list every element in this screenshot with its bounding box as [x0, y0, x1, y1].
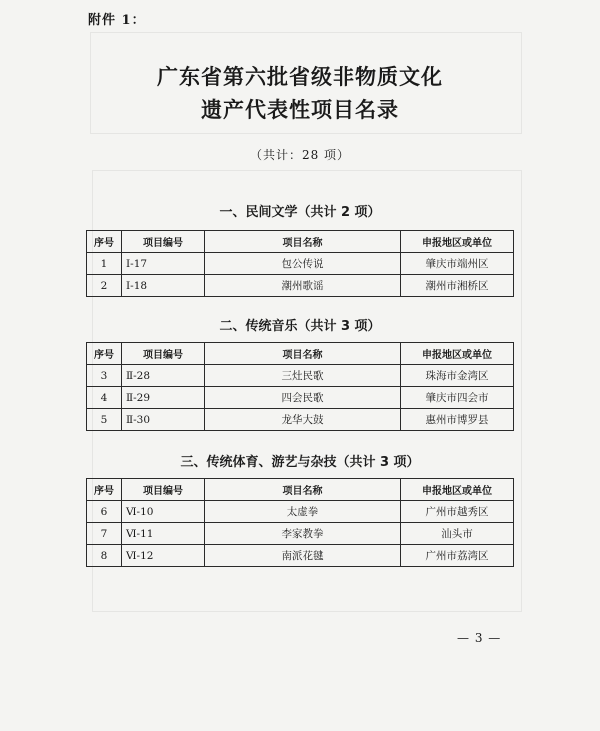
cell-region: 潮州市湘桥区 — [401, 275, 514, 297]
attachment-label: 附件 1： — [88, 13, 146, 28]
table-row — [87, 409, 514, 431]
cell-name: 三灶民歌 — [205, 365, 401, 387]
column-header-name: 项目名称 — [205, 479, 401, 501]
page-title-line-2: 遗产代表性项目名录 — [201, 97, 399, 122]
cell-name: 李家教拳 — [205, 523, 401, 545]
cell-seq: 2 — [87, 275, 122, 297]
cell-name: 包公传说 — [205, 253, 401, 275]
section-heading-folk-literature: 一、民间文学（共计 2 项） — [219, 205, 381, 220]
column-header-code: 项目编号 — [122, 479, 205, 501]
column-header-region: 申报地区或单位 — [401, 231, 514, 253]
column-header-code: 项目编号 — [122, 231, 205, 253]
table-row — [87, 275, 514, 297]
column-header-code: 项目编号 — [122, 343, 205, 365]
cell-code: Ⅵ-11 — [122, 523, 205, 545]
column-header-seq: 序号 — [87, 479, 122, 501]
cell-seq: 3 — [87, 365, 122, 387]
total-count: （共计：28 项） — [249, 148, 351, 162]
cell-region: 惠州市博罗县 — [401, 409, 514, 431]
cell-name: 太虚拳 — [205, 501, 401, 523]
cell-code: Ⅵ-10 — [122, 501, 205, 523]
column-header-seq: 序号 — [87, 231, 122, 253]
table-row — [87, 523, 514, 545]
cell-region: 汕头市 — [401, 523, 514, 545]
table-header-row — [87, 231, 514, 253]
cell-name: 四会民歌 — [205, 387, 401, 409]
table-header-row — [87, 479, 514, 501]
table-traditional-music — [86, 342, 514, 431]
table-folk-literature — [86, 230, 514, 297]
page-number: — 3 — — [457, 631, 502, 645]
cell-code: Ⅵ-12 — [122, 545, 205, 567]
cell-region: 广州市荔湾区 — [401, 545, 514, 567]
cell-region: 肇庆市四会市 — [401, 387, 514, 409]
cell-seq: 5 — [87, 409, 122, 431]
table-row — [87, 253, 514, 275]
cell-code: Ⅰ-18 — [122, 275, 205, 297]
cell-name: 南派花毽 — [205, 545, 401, 567]
cell-code: Ⅰ-17 — [122, 253, 205, 275]
section-heading-sports-games-acrobatics: 三、传统体育、游艺与杂技（共计 3 项） — [180, 455, 420, 470]
table-row — [87, 545, 514, 567]
cell-seq: 8 — [87, 545, 122, 567]
table-row — [87, 501, 514, 523]
cell-region: 肇庆市端州区 — [401, 253, 514, 275]
page-title-line-1: 广东省第六批省级非物质文化 — [157, 64, 443, 89]
column-header-region: 申报地区或单位 — [401, 479, 514, 501]
cell-seq: 6 — [87, 501, 122, 523]
table-sports-games-acrobatics — [86, 478, 514, 567]
cell-region: 珠海市金湾区 — [401, 365, 514, 387]
column-header-name: 项目名称 — [205, 231, 401, 253]
cell-name: 潮州歌谣 — [205, 275, 401, 297]
table-row — [87, 365, 514, 387]
column-header-seq: 序号 — [87, 343, 122, 365]
cell-code: Ⅱ-30 — [122, 409, 205, 431]
cell-seq: 1 — [87, 253, 122, 275]
cell-region: 广州市越秀区 — [401, 501, 514, 523]
cell-seq: 4 — [87, 387, 122, 409]
table-header-row — [87, 343, 514, 365]
table-row — [87, 387, 514, 409]
column-header-name: 项目名称 — [205, 343, 401, 365]
column-header-region: 申报地区或单位 — [401, 343, 514, 365]
cell-code: Ⅱ-28 — [122, 365, 205, 387]
cell-code: Ⅱ-29 — [122, 387, 205, 409]
section-heading-traditional-music: 二、传统音乐（共计 3 项） — [219, 319, 381, 334]
cell-name: 龙华大鼓 — [205, 409, 401, 431]
cell-seq: 7 — [87, 523, 122, 545]
